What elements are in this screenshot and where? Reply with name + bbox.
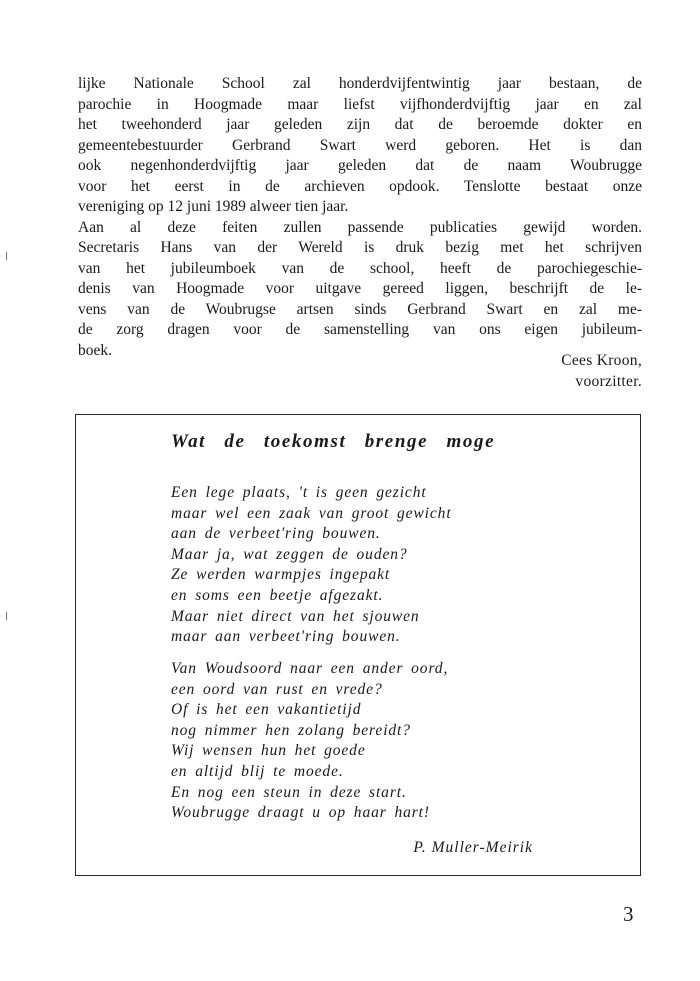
poem-box [75,414,641,876]
poem-line: Of is het een vakantietijd [171,701,362,719]
signature-name: Cees Kroon, [561,352,642,369]
poem-line: Een lege plaats, 't is geen gezicht [171,484,427,501]
poem-line: En nog een steun in deze start. [171,783,407,801]
article-line: parochie in Hoogmade maar liefst vijfhonderdvijftig jaar en zal [78,95,642,113]
poem-line: Maar ja, wat zeggen de ouden? [171,545,408,563]
signature-role: voorzitter. [575,372,642,390]
article-line: gemeentebestuurder Gerbrand Swart werd geboren. Het is dan [78,136,642,154]
article-line: vens van de Woubrugse artsen sinds Gerbrand Swart en zal me- [78,300,642,318]
article-line: ook negenhonderdvijftig jaar geleden dat de naam Woubrugge [78,157,642,174]
article-line: vereniging op 12 juni 1989 alweer tien jaar. [78,198,349,215]
poem-line: Woubrugge draagt u op haar hart! [171,804,430,822]
poem-title: Wat de toekomst brenge moge [171,431,496,452]
article-line: het tweehonderd jaar geleden zijn dat de beroemde dokter en [78,116,642,133]
poem-line: en soms een beetje afgezakt. [171,586,384,604]
poem-line: maar wel een zaak van groot gewicht [171,504,452,522]
poem-line: maar aan verbeet'ring bouwen. [171,628,401,646]
article-line: Aan al deze feiten zullen passende publicaties gewijd worden. [78,218,642,236]
poem-line: een oord van rust en vrede? [171,680,383,698]
poem-author: P. Muller-Meirik [413,839,533,856]
article-line: boek. [78,341,113,359]
article-line: denis van Hoogmade voor uitgave gereed liggen, beschrijft de le- [78,280,642,297]
article-line: van het jubileumboek van de school, heeft de parochiegeschie- [78,259,642,277]
poem-line: aan de verbeet'ring bouwen. [171,525,381,543]
article-line: Secretaris Hans van der Wereld is druk bezig met het schrijven [78,239,642,256]
poem-stanza-1 [171,483,452,648]
article-line: lijke Nationale School zal honderdvijfentwintig jaar bestaan, de [78,75,642,92]
poem-line: en altijd blij te moede. [171,762,344,780]
article-line: de zorg dragen voor de samenstelling van ons eigen jubileum- [78,321,642,338]
poem-line: Ze werden warmpjes ingepakt [171,566,391,584]
poem-line: Wij wensen hun het goede [171,742,366,760]
page-number: 3 [623,902,634,926]
poem-line: Van Woudsoord naar een ander oord, [171,660,449,677]
poem-stanza-2 [171,659,448,824]
poem-line: nog nimmer hen zolang bereidt? [171,721,411,739]
article-paragraph [78,74,642,361]
poem-line: Maar niet direct van het sjouwen [171,607,420,625]
article-signature [561,351,642,392]
article-line: voor het eerst in de archieven opdook. Tenslotte bestaat onze [78,177,642,195]
margin-mark [6,612,7,620]
margin-mark [6,252,7,260]
